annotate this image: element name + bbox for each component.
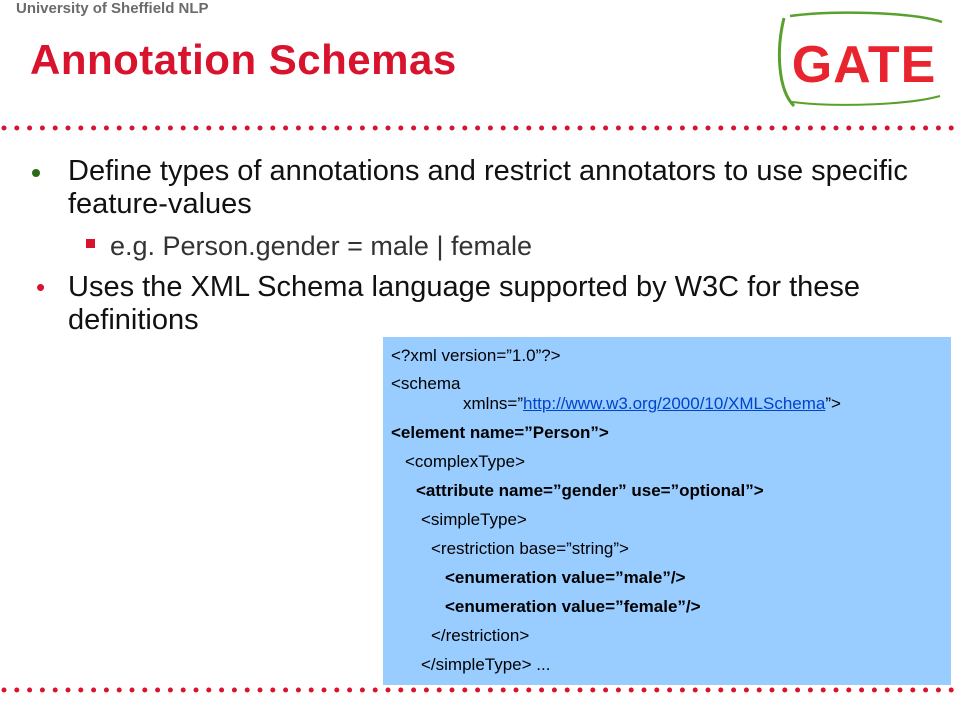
- slide-body: [30, 155, 930, 337]
- bottom-dotted-divider: [0, 686, 960, 694]
- schema-link[interactable]: http://www.w3.org/2000/10/XMLSchema: [522, 394, 826, 413]
- code-line: [383, 394, 951, 414]
- gate-logo-text: GATE: [791, 36, 937, 94]
- bullet-item: [30, 155, 930, 221]
- code-line: <complexType>: [405, 452, 526, 471]
- code-line: <restriction base=”string”>: [431, 539, 629, 558]
- code-line: <simpleType>: [421, 510, 527, 529]
- code-line: <attribute name=”gender” use=”optional”>: [416, 481, 764, 500]
- square-bullet-icon: [86, 239, 95, 248]
- slide-title: Annotation Schemas: [30, 36, 457, 83]
- bullet-item: [30, 271, 930, 337]
- code-line: <enumeration value=”male”/>: [445, 568, 686, 587]
- code-text: xmlns=”: [463, 394, 523, 413]
- xml-code-block: [383, 337, 951, 685]
- top-dotted-divider: [0, 124, 960, 132]
- code-line: <?xml version=”1.0”?>: [391, 346, 561, 365]
- bullet-text: Define types of annotations and restrict annotators to use specific feature-values: [68, 155, 908, 220]
- gate-logo: [772, 10, 950, 110]
- bullet-dot-icon: •: [36, 272, 46, 302]
- code-line: </restriction>: [431, 626, 530, 645]
- bullet-text: Uses the XML Schema language supported by W3C for these definitions: [68, 271, 861, 336]
- code-line: <schema: [391, 374, 461, 393]
- sub-bullet-text: e.g. Person.gender = male | female: [110, 231, 533, 261]
- bullet-dot-icon: [32, 169, 40, 177]
- code-text: ”>: [825, 394, 841, 413]
- code-line: </simpleType> ...: [421, 655, 551, 674]
- org-name: University of Sheffield NLP: [16, 0, 209, 17]
- code-line: <enumeration value=”female”/>: [445, 597, 701, 616]
- code-line: <element name=”Person”>: [391, 423, 609, 442]
- sub-bullet-item: [30, 230, 930, 263]
